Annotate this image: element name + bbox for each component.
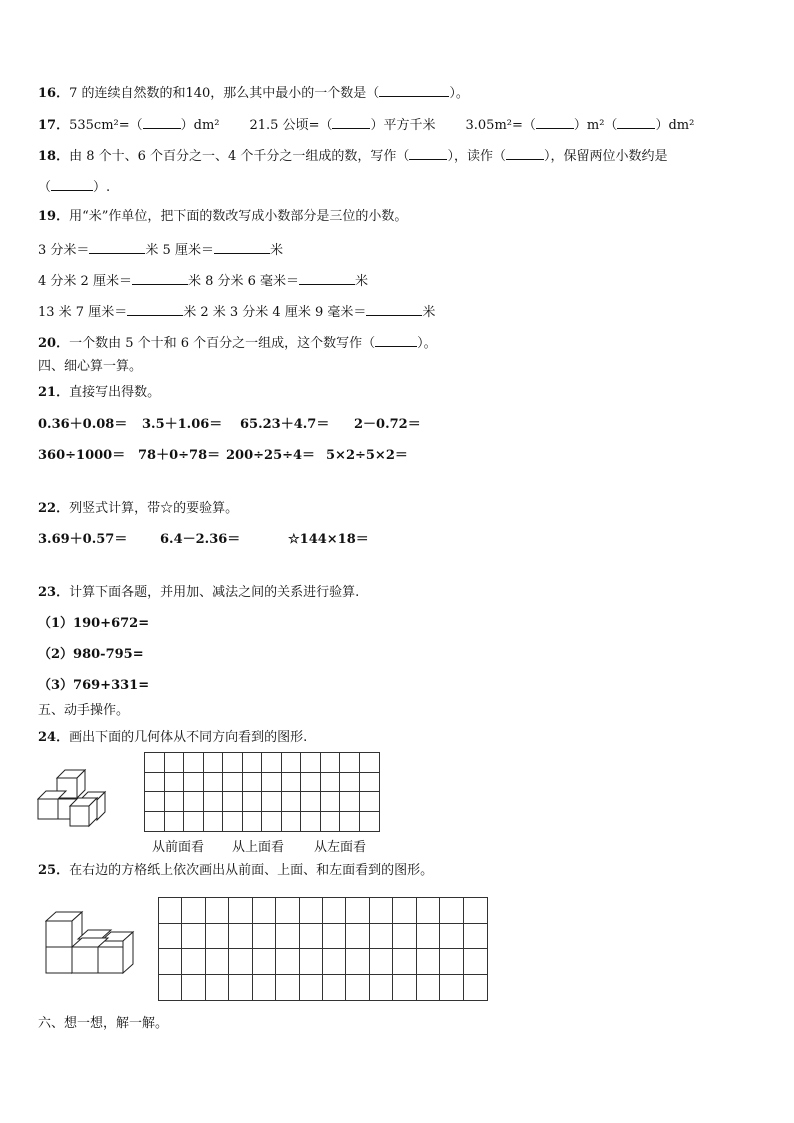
grid-cell[interactable] — [159, 949, 182, 975]
question-part-c: 3.05m²=（ — [465, 118, 536, 133]
grid-cell[interactable] — [323, 975, 346, 1001]
grid-cell[interactable] — [223, 753, 243, 773]
item-text: 米 2 米 3 分米 4 厘米 9 毫米＝ — [183, 305, 367, 320]
answer-blank[interactable] — [51, 178, 93, 191]
question-number: 16． — [38, 86, 70, 101]
grid-cell[interactable] — [165, 773, 185, 793]
question-text: 用“米”作单位，把下面的数改写成小数部分是三位的小数。 — [69, 209, 408, 224]
question-text: 直接写出得数。 — [69, 385, 161, 400]
grid-cell[interactable] — [229, 924, 252, 950]
grid-cell[interactable] — [262, 792, 282, 812]
answer-blank[interactable] — [536, 116, 574, 129]
grid-cell[interactable] — [393, 949, 416, 975]
q23-item-1: （1）190+672= — [38, 616, 150, 631]
grid-cell[interactable] — [301, 753, 321, 773]
calc-row-1 — [38, 417, 421, 433]
question-19-row1 — [38, 241, 283, 259]
question-23 — [38, 585, 359, 601]
grid-cell[interactable] — [464, 924, 487, 950]
grid-cell[interactable] — [253, 975, 276, 1001]
grid-cell[interactable] — [321, 773, 341, 793]
grid-cell[interactable] — [340, 792, 360, 812]
caption-left-view: 从左面看 — [314, 840, 367, 855]
grid-cell[interactable] — [204, 792, 224, 812]
grid-cell[interactable] — [204, 812, 224, 832]
question-text: 计算下面各题，并用加、减法之间的关系进行验算. — [69, 585, 360, 600]
question-number: 18． — [38, 149, 70, 164]
question-number: 20． — [38, 336, 70, 351]
grid-cell[interactable] — [346, 898, 369, 924]
section-4-heading: 四、细心算一算。 — [38, 359, 143, 374]
grid-cell[interactable] — [417, 898, 440, 924]
grid-cell[interactable] — [282, 753, 302, 773]
grid-cell[interactable] — [223, 773, 243, 793]
grid-cell[interactable] — [145, 753, 165, 773]
calc-item: 65.23＋4.7＝ — [240, 417, 330, 432]
grid-cell[interactable] — [440, 949, 463, 975]
drawing-grid-25[interactable] — [158, 897, 488, 1001]
grid-cell[interactable] — [346, 949, 369, 975]
unit-label: ）dm² — [180, 118, 220, 133]
question-text: 画出下面的几何体从不同方向看到的图形. — [69, 730, 308, 745]
calc-item: 3.69＋0.57＝ — [38, 532, 128, 547]
question-part-b: 21.5 公顷=（ — [249, 118, 333, 133]
question-text-mid: ），读作（ — [447, 149, 506, 164]
grid-cell[interactable] — [229, 949, 252, 975]
question-22 — [38, 501, 238, 517]
question-19-row3 — [38, 303, 435, 321]
calc-item: 0.36＋0.08＝ — [38, 417, 128, 432]
section-6-heading: 六、想一想，解一解。 — [38, 1016, 169, 1031]
grid-cell[interactable] — [182, 949, 205, 975]
grid-cell[interactable] — [184, 753, 204, 773]
grid-cell[interactable] — [360, 812, 380, 832]
answer-blank[interactable] — [214, 241, 270, 254]
grid-cell[interactable] — [204, 753, 224, 773]
answer-blank[interactable] — [332, 116, 370, 129]
grid-cell[interactable] — [440, 898, 463, 924]
grid-cell[interactable] — [206, 949, 229, 975]
question-20 — [38, 334, 437, 352]
grid-cell[interactable] — [262, 773, 282, 793]
grid-cell[interactable] — [440, 924, 463, 950]
grid-cell[interactable] — [282, 792, 302, 812]
grid-cell[interactable] — [262, 753, 282, 773]
grid-cell[interactable] — [206, 924, 229, 950]
grid-cell[interactable] — [253, 949, 276, 975]
drawing-grid-24[interactable] — [144, 752, 380, 832]
question-text-end: ），保留两位小数约是 — [543, 149, 668, 164]
question-number: 22． — [38, 501, 70, 516]
grid-cell[interactable] — [340, 753, 360, 773]
answer-blank[interactable] — [366, 303, 422, 316]
caption-top-view: 从上面看 — [232, 840, 285, 855]
grid-cell[interactable] — [223, 792, 243, 812]
grid-cell[interactable] — [360, 792, 380, 812]
q23-item-3: （3）769+331= — [38, 678, 150, 693]
answer-blank[interactable] — [299, 272, 355, 285]
calc-item: 2－0.72＝ — [354, 417, 421, 432]
question-19 — [38, 209, 407, 225]
grid-cell[interactable] — [464, 975, 487, 1001]
cube-figure-25 — [45, 908, 140, 978]
grid-cell[interactable] — [276, 949, 299, 975]
calc-item: 6.4－2.36＝ — [160, 532, 241, 547]
caption-front-view: 从前面看 — [152, 840, 205, 855]
grid-cell[interactable] — [440, 975, 463, 1001]
grid-cell[interactable] — [184, 792, 204, 812]
question-text: 在右边的方格纸上依次画出从前面、上面、和左面看到的图形。 — [69, 863, 434, 878]
grid-cell[interactable] — [370, 949, 393, 975]
grid-cell[interactable] — [323, 898, 346, 924]
calc-item: 5×2÷5×2＝ — [326, 448, 408, 463]
grid-cell[interactable] — [165, 792, 185, 812]
grid-cell[interactable] — [393, 975, 416, 1001]
answer-blank[interactable] — [132, 272, 188, 285]
calc-item: 200÷25÷4＝ — [226, 448, 316, 463]
question-24 — [38, 730, 307, 746]
paren-open: （ — [38, 180, 52, 195]
unit-label: ）平方千米 — [370, 118, 436, 133]
question-text: 7 的连续自然数的和140，那么其中最小的一个数是（ — [69, 86, 380, 101]
item-text: 4 分米 2 厘米＝ — [38, 274, 132, 289]
grid-cell[interactable] — [182, 898, 205, 924]
grid-cell[interactable] — [321, 792, 341, 812]
grid-cell[interactable] — [165, 812, 185, 832]
grid-cell[interactable] — [243, 773, 263, 793]
cube-figure-24 — [37, 769, 107, 829]
grid-cell[interactable] — [229, 898, 252, 924]
grid-cell[interactable] — [276, 924, 299, 950]
grid-cell[interactable] — [165, 753, 185, 773]
question-number: 19． — [38, 209, 70, 224]
grid-cell[interactable] — [464, 898, 487, 924]
question-number: 23． — [38, 585, 70, 600]
question-number: 21． — [38, 385, 70, 400]
calc-row-2 — [38, 448, 408, 464]
grid-cell[interactable] — [393, 898, 416, 924]
grid-cell[interactable] — [276, 975, 299, 1001]
grid-cell[interactable] — [360, 773, 380, 793]
question-number: 25． — [38, 863, 70, 878]
question-18 — [38, 147, 667, 165]
question-21 — [38, 385, 160, 401]
question-16 — [38, 84, 469, 102]
question-25 — [38, 863, 433, 879]
grid-cell[interactable] — [243, 753, 263, 773]
unit-label: ）dm² — [655, 118, 695, 133]
grid-cell[interactable] — [243, 812, 263, 832]
grid-cell[interactable] — [301, 792, 321, 812]
grid-cell[interactable] — [159, 975, 182, 1001]
question-number: 24． — [38, 730, 70, 745]
grid-cell[interactable] — [301, 773, 321, 793]
grid-cell[interactable] — [206, 975, 229, 1001]
answer-blank[interactable] — [409, 147, 447, 160]
calc-row-vertical — [38, 532, 369, 548]
grid-cell[interactable] — [321, 753, 341, 773]
grid-cell[interactable] — [184, 812, 204, 832]
q23-item-2: （2）980-795= — [38, 647, 144, 662]
grid-cell[interactable] — [417, 924, 440, 950]
grid-cell[interactable] — [346, 924, 369, 950]
answer-blank[interactable] — [379, 84, 449, 97]
grid-cell[interactable] — [282, 773, 302, 793]
calc-item: 78＋0÷78＝ — [138, 448, 221, 463]
grid-cell[interactable] — [145, 773, 165, 793]
answer-blank[interactable] — [617, 116, 655, 129]
grid-cell[interactable] — [204, 773, 224, 793]
grid-cell[interactable] — [464, 949, 487, 975]
grid-cell[interactable] — [229, 975, 252, 1001]
grid-cell[interactable] — [393, 924, 416, 950]
answer-blank[interactable] — [127, 303, 183, 316]
calc-item: 3.5＋1.06＝ — [142, 417, 223, 432]
grid-cell[interactable] — [346, 975, 369, 1001]
question-text-end: ）。 — [417, 336, 437, 351]
answer-blank[interactable] — [506, 147, 544, 160]
grid-cell[interactable] — [182, 924, 205, 950]
question-part-a: 535cm²=（ — [69, 118, 143, 133]
paren-close: ）. — [93, 180, 111, 195]
grid-cell[interactable] — [300, 975, 323, 1001]
grid-cell[interactable] — [276, 898, 299, 924]
grid-cell[interactable] — [301, 812, 321, 832]
grid-cell[interactable] — [323, 924, 346, 950]
grid-cell[interactable] — [370, 898, 393, 924]
unit-label: ）m²（ — [573, 118, 618, 133]
unit-label: 米 — [355, 274, 369, 289]
answer-blank[interactable] — [143, 116, 181, 129]
section-5-heading: 五、动手操作。 — [38, 703, 130, 718]
grid-cell[interactable] — [182, 975, 205, 1001]
grid-cell[interactable] — [145, 792, 165, 812]
question-text: 由 8 个十、6 个百分之一、4 个千分之一组成的数，写作（ — [69, 149, 410, 164]
unit-label: 米 — [422, 305, 436, 320]
item-text: 米 8 分米 6 毫米＝ — [187, 274, 300, 289]
grid-cell[interactable] — [300, 949, 323, 975]
grid-cell[interactable] — [370, 975, 393, 1001]
grid-cell[interactable] — [340, 773, 360, 793]
grid-cell[interactable] — [282, 812, 302, 832]
item-text: 3 分米＝ — [38, 243, 90, 258]
answer-blank[interactable] — [375, 334, 417, 347]
question-17 — [38, 116, 694, 134]
grid-cell[interactable] — [253, 898, 276, 924]
grid-cell[interactable] — [184, 773, 204, 793]
question-number: 17． — [38, 118, 70, 133]
answer-blank[interactable] — [89, 241, 145, 254]
grid-cell[interactable] — [321, 812, 341, 832]
calc-item: 360÷1000＝ — [38, 448, 126, 463]
grid-cell[interactable] — [370, 924, 393, 950]
question-18-line2 — [38, 178, 110, 196]
grid-cell[interactable] — [159, 924, 182, 950]
grid-cell[interactable] — [300, 898, 323, 924]
item-text: 13 米 7 厘米＝ — [38, 305, 128, 320]
unit-label: 米 — [269, 243, 283, 258]
grid-cell[interactable] — [145, 812, 165, 832]
question-19-row2 — [38, 272, 368, 290]
grid-cell[interactable] — [340, 812, 360, 832]
grid-cell[interactable] — [323, 949, 346, 975]
grid-cell[interactable] — [417, 975, 440, 1001]
grid-cell[interactable] — [253, 924, 276, 950]
grid-cell[interactable] — [417, 949, 440, 975]
question-text: 一个数由 5 个十和 6 个百分之一组成，这个数写作（ — [69, 336, 376, 351]
grid-cell[interactable] — [223, 812, 243, 832]
question-text: 列竖式计算，带☆的要验算。 — [69, 501, 239, 516]
grid-cell[interactable] — [360, 753, 380, 773]
grid-cell[interactable] — [300, 924, 323, 950]
grid-cell[interactable] — [262, 812, 282, 832]
item-text: 米 5 厘米＝ — [145, 243, 214, 258]
grid-cell[interactable] — [159, 898, 182, 924]
question-text-end: ）。 — [449, 86, 469, 101]
grid-cell[interactable] — [206, 898, 229, 924]
grid-cell[interactable] — [243, 792, 263, 812]
calc-item: ☆144×18＝ — [288, 532, 369, 547]
